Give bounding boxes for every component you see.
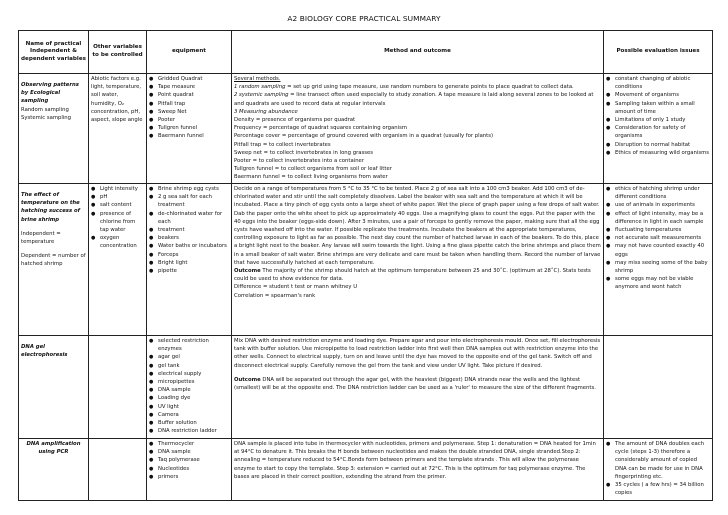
list-item: ● oxygen concentration — [91, 234, 144, 250]
list-item: ● Water baths or incubators — [149, 242, 229, 250]
practical-name-cell — [19, 336, 89, 439]
list-item: ● pH — [91, 193, 144, 201]
practical-name-cell — [19, 439, 89, 501]
method-line: Baermann funnel = to collect living organisms from water — [234, 174, 388, 181]
outcome-text — [234, 267, 601, 283]
outcome-label: Outcome — [234, 268, 261, 275]
evaluation-cell — [604, 439, 713, 501]
list-item: ● micropipettes — [149, 378, 229, 386]
list-item: ● Disruption to normal habitat — [606, 141, 710, 149]
equipment-list — [149, 440, 229, 481]
header-equipment: equipment — [147, 31, 232, 74]
other-variables-cell — [89, 184, 147, 336]
list-item: ● constant changing of abiotic conditions — [606, 75, 710, 91]
list-item: ● Forceps — [149, 251, 229, 259]
document-title: A2 BIOLOGY CORE PRACTICAL SUMMARY — [287, 14, 441, 23]
dependent-variable: Dependent = number of hatched shrimp — [21, 253, 86, 268]
practical-name-line: using PCR — [38, 449, 69, 456]
list-item: ● Consideration for safety of organisms — [606, 124, 710, 140]
method-line — [234, 91, 601, 107]
method-text: = line transect often used especially to study zonation. A tape measure is laid along several zones to be looked at and quadrats are used to record data at regular intervals — [234, 92, 594, 107]
other-variables-cell — [89, 336, 147, 439]
list-item: ● agar gel — [149, 353, 229, 361]
list-item: ● electrical supply — [149, 370, 229, 378]
table-row — [19, 184, 713, 336]
practical-name-line: Observing patterns — [21, 82, 79, 88]
list-item: ● use of animals in experiments — [606, 201, 710, 209]
list-item: ● gel tank — [149, 362, 229, 370]
method-line: 3 Measuring abundance — [234, 108, 298, 115]
variable-text: Systemic sampling — [21, 114, 72, 121]
list-item: ● de-chlorinated water for each — [149, 210, 229, 226]
practical-name-line: hatching success of — [21, 208, 80, 215]
variable-text: Random sampling — [21, 106, 69, 113]
practical-name-line: sampling — [21, 98, 49, 105]
method-cell — [232, 184, 604, 336]
method-cell — [232, 439, 604, 501]
evaluation-cell — [604, 184, 713, 336]
list-item: ● beakers — [149, 234, 229, 242]
list-item: ● UV light — [149, 403, 229, 411]
list-item: ● Tape measure — [149, 83, 229, 91]
method-line: Pooter = to collect invertebrates into a container — [234, 158, 364, 165]
list-item: ● may miss seeing some of the baby shrimp — [606, 259, 710, 275]
list-item: ● 2 g sea salt for each treatment — [149, 193, 229, 209]
equipment-list — [149, 75, 229, 141]
list-item: ● Baermann funnel — [149, 132, 229, 140]
list-item: ● Light intensity — [91, 185, 144, 193]
practical-name-line: DNA gel — [21, 344, 45, 350]
list-item: ● ethics of hatching shrimp under different conditions — [606, 185, 710, 201]
list-item: ● 35 cycles ( a few hrs) = 34 billion copies — [606, 481, 710, 497]
stats-difference: Difference = student t test or mann whitney U — [234, 284, 358, 291]
method-line: Density = presence of organisms per quadrat — [234, 117, 356, 124]
equipment-cell — [147, 184, 232, 336]
list-item: ● some eggs may not be viable anymore and wont hatch — [606, 275, 710, 291]
list-item: ● Taq polymerase — [149, 456, 229, 464]
evaluation-list — [606, 440, 710, 497]
list-item: ● presence of chlorine from tap water — [91, 210, 144, 235]
evaluation-cell — [604, 336, 713, 439]
method-cell — [232, 336, 604, 439]
method-text: DNA sample is placed into tube in thermocycler with nucleotides, primers and polymerase. Step 1: denaturation = DNA heated for 1min at 94°C to denature it. This breaks the H bonds between nucleotides and makes the double stranded DNA, single stranded.Step 2: annealing = temperature reduced to 54°C.Bonds form between primers and the template strands . This will allow the polymerase enzyme to start to copy the template. Step 3: extension = carried out at 72°C. This is the optimum for taq polymerase enzyme. The bases are placed in their correct position, extending the strand from the primer. — [234, 441, 596, 480]
other-variables-text: Abiotic factors e.g. light, temperature, soil water, humidity, O₂ concentration, pH, aspect, slope angle — [91, 76, 143, 124]
list-item: ● Loading dye — [149, 394, 229, 402]
practical-summary-table — [18, 30, 713, 501]
other-variables-cell — [89, 439, 147, 501]
list-item: ● primers — [149, 473, 229, 481]
list-item: ● DNA restriction ladder — [149, 427, 229, 435]
list-item: ● not accurate salt measurements — [606, 234, 710, 242]
table-row — [19, 74, 713, 184]
list-item: ● treatment — [149, 226, 229, 234]
outcome-body: DNA will be separated out through the agar gel, with the heaviest (biggest) DNA strands near the wells and the lightest (smallest) will be at the opposite end. The DNA restriction ladder can be used as a 'ruler' to measure the size of the different fragments. — [234, 376, 596, 392]
method-line — [234, 83, 601, 91]
other-variables-cell — [89, 74, 147, 184]
list-item: ● Bright light — [149, 259, 229, 267]
list-item: ● Ethics of measuring wild organisms — [606, 149, 710, 157]
method-term: 1 random sampling — [234, 84, 286, 91]
list-item: ● Thermocycler — [149, 440, 229, 448]
practical-name-line: temperature on the — [21, 200, 80, 207]
list-item: ● salt content — [91, 201, 144, 209]
header-practical-name: Name of practical Independent & dependent variables — [19, 31, 89, 74]
list-item: ● selected restriction enzymes — [149, 337, 229, 353]
list-item: ● Nucleotides — [149, 465, 229, 473]
list-item: ● Tullgren funnel — [149, 124, 229, 132]
method-line: Percentage cover = percentage of ground covered with organism in a quadrat (usually for plants) — [234, 133, 494, 140]
outcome-label: Outcome — [234, 376, 261, 383]
list-item: ● Pooter — [149, 116, 229, 124]
list-item: ● may not have counted exactly 40 eggs — [606, 242, 710, 258]
list-item: ● Limitations of only 1 study — [606, 116, 710, 124]
equipment-cell — [147, 439, 232, 501]
outcome-body: The majority of the shrimp should hatch at the optimum temperature between 25 and 30˚C. (optimum at 28˚C). Stats tests could be used to show evidence for data. — [234, 268, 591, 283]
list-item: ● DNA sample — [149, 448, 229, 456]
table-row — [19, 439, 713, 501]
list-item: ● effect of light intensity, may be a difference in light in each sample — [606, 210, 710, 226]
method-term: 2 systemic sampling — [234, 92, 289, 99]
practical-name-line: DNA amplification — [26, 441, 81, 447]
practical-name-line: brine shrimp — [21, 216, 60, 223]
header-evaluation-issues: Possible evaluation issues — [604, 31, 713, 74]
practical-name-line: The effect of — [21, 192, 59, 198]
list-item: ● Point quadrat — [149, 91, 229, 99]
outcome-text — [234, 376, 601, 392]
independent-variable: Independent = temperature — [21, 230, 61, 246]
method-line: Pitfall trap = to collect invertebrates — [234, 141, 331, 148]
method-line: Several methods. — [234, 76, 281, 82]
list-item: ● DNA sample — [149, 386, 229, 394]
method-text: Decide on a range of temperatures from 5 °C to 35 °C to be tested. Place 2 g of sea salt into a 100 cm3 beaker. Add 100 cm3 of de-chlorinated water and stir until the salt completely dissolves. Label the beaker with sea salt and the temperature at which it will be incubated. Place a tiny pinch of egg cysts onto a large sheet of white paper. Wet the piece of graph paper using a few drops of salt water. Dab the paper onto the white sheet to pick up approximately 40 eggs. Use a magnifying glass to count the eggs. Put the paper with the 40 eggs into the beaker (eggs-side down). After 3 minutes, use a pair of forceps to gently remove the paper, making sure that all the egg cysts have washed off into the water. If possible replicate the treatments. Incubate the beakers at the appropriate temperatures, controlling exposure to light as far as possible. The next day count the number of hatched larvae in each of the beakers. To do this, place a bright light next to the beaker. Any larvae will swim towards the light. Using a fine glass pipette catch the brine shrimps and place them in a small beaker of salt water. Brine shrimps are very delicate and care must be taken when handling them. Record the number of larvae that have successfully hatched at each temperature. — [234, 186, 601, 266]
list-item: ● Pitfall trap — [149, 100, 229, 108]
list-item: ● Sweep Net — [149, 108, 229, 116]
method-cell — [232, 74, 604, 184]
equipment-cell — [147, 336, 232, 439]
list-item: ● Camera — [149, 411, 229, 419]
equipment-list — [149, 185, 229, 275]
list-item: ● Sampling taken within a small amount of time — [606, 100, 710, 116]
header-method-outcome: Method and outcome — [232, 31, 604, 74]
list-item: ● Movement of organisms — [606, 91, 710, 99]
equipment-list — [149, 337, 229, 435]
table-row — [19, 336, 713, 439]
list-item: ● fluctuating temperatures — [606, 226, 710, 234]
equipment-cell — [147, 74, 232, 184]
method-text: Mix DNA with desired restriction enzyme and loading dye. Prepare agar and pour into electrophoresis mould. Once set, fill electrophoresis tank with buffer solution. Use micropipette to load restriction ladder into first well then DNA samples out with restriction enzyme into the other wells. Connect to electrical supply, turn on and leave until the dye has moved to the opposite end of the gel tank. Switch off and disconnect electrical supply. Carefully remove the gel from the tank and view under UV light. Take picture if desired. — [234, 338, 601, 369]
method-line: Frequency = percentage of quadrat squares containing organism — [234, 125, 408, 132]
stats-correlation: Correlation = spearman's rank — [234, 292, 316, 299]
evaluation-cell — [604, 74, 713, 184]
list-item: ● Brine shrimp egg cysts — [149, 185, 229, 193]
header-row — [19, 31, 713, 74]
evaluation-list — [606, 185, 710, 292]
list-item: ● The amount of DNA doubles each cycle (steps 1-3) therefore a considerably amount of copied DNA can be made for use in DNA fingerprinting etc. — [606, 440, 710, 481]
list-item: ● Buffer solution — [149, 419, 229, 427]
method-line: Tullgren funnel = to collect organisms from soil or leaf litter — [234, 166, 392, 173]
method-text: = set up grid using tape measure, use random numbers to generate points to place quadrat to collect data. — [285, 84, 574, 91]
header-other-variables: Other variables to be controlled — [89, 31, 147, 74]
other-variables-list — [91, 185, 144, 251]
list-item: ● pipette — [149, 267, 229, 275]
practical-name-cell — [19, 184, 89, 336]
practical-name-cell — [19, 74, 89, 184]
method-line: Sweep net = to collect invertebrates in long grasses — [234, 149, 374, 156]
evaluation-list — [606, 75, 710, 157]
list-item: ● Gridded Quadrat — [149, 75, 229, 83]
practical-name-line: electrophoresis — [21, 352, 68, 359]
practical-name-line: by Ecological — [21, 90, 61, 97]
